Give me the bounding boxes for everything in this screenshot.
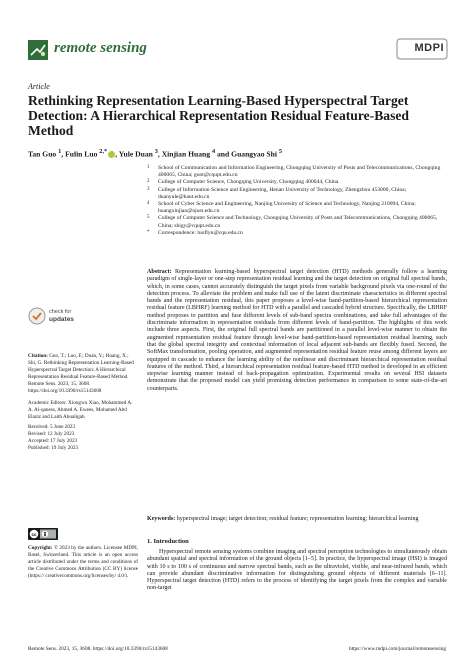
- author-name[interactable]: Fulin Luo: [65, 149, 100, 159]
- journal-name[interactable]: remote sensing: [54, 40, 147, 56]
- affiliation-marker: 3: [147, 186, 150, 192]
- author-list: [28, 148, 448, 159]
- author-separator: ,: [157, 149, 162, 159]
- date-received: Received: 5 June 2023: [28, 424, 76, 430]
- copyright-notice: [28, 545, 138, 580]
- affiliation-list: [147, 165, 447, 237]
- affiliation-item: [147, 179, 447, 186]
- citation-label: Citation:: [28, 353, 48, 359]
- affiliation-item: [147, 165, 447, 179]
- affiliation-item: [147, 215, 447, 229]
- check-label: check for: [49, 309, 72, 315]
- author-affiliation-marker: 1: [58, 148, 62, 155]
- editors-label: Academic Editors:: [28, 400, 67, 406]
- author-affiliation-marker: 5: [278, 148, 283, 155]
- academic-editors: [28, 400, 138, 421]
- abstract-text: Representation learning-based hyperspectral target detection (HTD) methods generally follow a learning paradigm of single-layer or one-step representation residual learning and the target detection on original full spectral bands, which, in some cases, cannot accurately distinguish the target pixels from variable background pixels via one-round of the detection process. To alleviate the problem and make full use of the latent discriminate characteristics in different spectral bands and the representation residual, this paper proposes a level-wise band-partition-based hierarchical representation residual feature (LBHRF) learning method for HTD with a parallel and cascaded hybrid structure. Specifically, the LBHRF method proposes to partition and fuse different levels of sub-band spectra combinations, and take full advantages of the discriminate information in representation residuals from different levels of band-partition. The highlights of this work include three aspects. First, the original full spectral bands are partitioned in a parallel level-wise manner to obtain the augmented representation residual feature through level-wise band-partition-based representation residual learning, such that the global spectral integrity and contextual information of local adjacent sub-bands are flexibly fused. Second, the SoftMax transformation, pooling operation, and augmented representation residual feature reuse among different layers are equipped in cascade to enhance the learning ability of the nonlinear and discriminant hierarchical representation residual features of the method. Third, a hierarchical representation residual feature-based HTD method is developed in an efficient stepwise learning manner instead of back-propagation optimization. Experimental results on several HSI datasets demonstrate that the proposed model can yield promising detection performance in comparison to some state-of-the-art counterparts.: [147, 269, 448, 392]
- copyright-text: © 2023 by the authors. Licensee MDPI, Basel, Switzerland. This article is an open access article distributed under the terms and conditions of the Creative Commons Attribution (CC BY) license (https:// creativecommons.org/licenses/by/ 4.0/).: [28, 545, 138, 579]
- keywords-label: Keywords:: [147, 516, 176, 522]
- affiliation-marker: 4: [147, 201, 150, 207]
- journal-header: [28, 38, 448, 62]
- affiliation-text: Correspondence: luoflyn@cqu.edu.cn: [158, 229, 243, 236]
- affiliation-marker: *: [147, 229, 150, 235]
- author-name[interactable]: Guangyao Shi: [231, 149, 279, 159]
- check-for-updates-button[interactable]: [28, 305, 98, 329]
- article-type: Article: [28, 82, 50, 91]
- abstract-label: Abstract:: [147, 269, 172, 275]
- affiliation-text: School of Cyber Science and Engineering, Nanjing University of Science and Technology, Nanjing 210094, China; huangxinjian@njust.edu.cn: [158, 201, 416, 215]
- date-published: Published: 19 July 2023: [28, 444, 79, 451]
- affiliation-text: College of Computer Science and Technology, Chongqing University of Posts and Telecommunications, Chongqing 400065, China; shigy@cqupt.edu.cn: [158, 215, 438, 229]
- affiliation-marker: 5: [147, 215, 150, 221]
- keywords: [147, 516, 447, 523]
- updates-label: updates: [49, 316, 74, 323]
- svg-text:cc: cc: [31, 531, 37, 537]
- affiliation-marker: 1: [147, 165, 150, 170]
- author-separator: ,: [115, 149, 119, 159]
- publication-dates: [28, 424, 138, 452]
- introduction-text: Hyperspectral remote sensing systems combine imaging and spectral perception technologies to simultaneously obtain abundant spatial and spectral information of the ground objects [1–5]. In practice, the hyperspectral image (HSI) is imaged with 10 s to 100 s of continuous and narrow spectral bands, such as the ultraviolet, visible, and near-infrared bands, which can provide abundant discriminative information for distinguishing ground objects of different materials [6–11]. Hyperspectral target detection (HTD) refers to the process of identifying the target pixels from the complex and variable non-target: [147, 549, 447, 592]
- date-revised: Revised: 12 July 2023: [28, 430, 75, 437]
- abstract: [147, 269, 447, 393]
- affiliation-item: [147, 187, 447, 201]
- footer-journal-link[interactable]: https://www.mdpi.com/journal/remotesensing: [348, 646, 446, 652]
- editors-text: Xiongwu Xiao, Mohammed A. A. Al-qaness, Ahmed A. Ewees, Mohamed Abd Elaziz and Laith Abualigah: [28, 400, 133, 420]
- copyright-label: Copyright:: [28, 545, 53, 551]
- affiliation-text: College of Information Science and Engineering, Henan University of Technology, Zhengzhou 453000, China; duanyule@haut.edu.cn: [158, 186, 407, 200]
- date-accepted: Accepted: 17 July 2023: [28, 437, 78, 444]
- author-name[interactable]: Xinjian Huang: [161, 149, 212, 159]
- author-separator: ,: [61, 149, 66, 159]
- cc-by-license-icon[interactable]: [28, 528, 58, 540]
- author-name[interactable]: Tan Guo: [28, 149, 59, 159]
- author-affiliation-marker: 3: [154, 148, 158, 155]
- affiliation-item: [147, 230, 447, 237]
- journal-logo-icon: [28, 40, 48, 60]
- keywords-text: hyperspectral image; target detection; residual feature; representation learning; hierarchical learning: [176, 516, 419, 522]
- check-for-updates-icon: [28, 307, 46, 325]
- affiliation-text: College of Computer Science, Chongqing University, Chongqing 400044, China: [158, 179, 339, 186]
- paper-title: Rethinking Representation Learning-Based Hyperspectral Target Detection: A Hierarchical Representation Residual Feature-Based Method: [28, 93, 409, 138]
- author-affiliation-marker: 2,*: [99, 148, 108, 155]
- author-affiliation-marker: 4: [211, 148, 216, 155]
- publisher-name: MDPI: [414, 42, 444, 54]
- section-heading: 1. Introduction: [147, 538, 189, 545]
- affiliation-marker: 2: [147, 179, 150, 185]
- citation-block: [28, 353, 138, 394]
- affiliation-text: School of Communication and Information Engineering, Chongqing University of Posts and Telecommunications, Chongqing 400065, China; guot@cqupt.edu.cn: [158, 165, 441, 179]
- author-separator: and: [215, 149, 232, 159]
- citation-text: Guo, T.; Luo, F.; Duan, Y.; Huang, X.; Shi, G. Rethinking Representation Learning-Based Hyperspectral Target Detection: A Hierarchical Representation Residual Feature-Based Method. Remote Sens. 2023, 15, 3608. https://doi.org/10.3390/rs15143608: [28, 353, 134, 394]
- footer-citation[interactable]: Remote Sens. 2023, 15, 3608. https://doi.org/10.3390/rs15143608: [28, 646, 168, 652]
- affiliation-item: [147, 201, 447, 215]
- author-name[interactable]: Yule Duan: [118, 149, 155, 159]
